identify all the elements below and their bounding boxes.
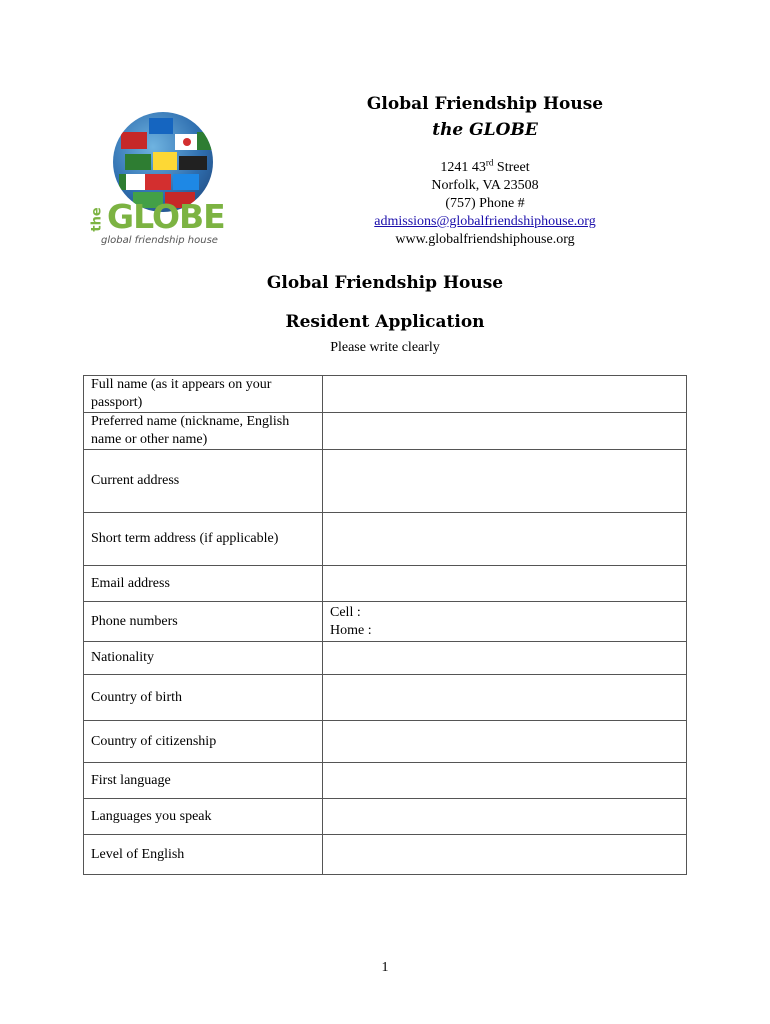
short-term-address-field[interactable] <box>323 513 687 566</box>
first-language-field[interactable] <box>323 763 687 799</box>
form-org-title: Global Friendship House <box>266 273 504 293</box>
table-row <box>84 675 687 721</box>
table-row <box>84 721 687 763</box>
field-label: Country of citizenship <box>84 721 323 763</box>
field-label: Current address <box>84 450 323 513</box>
email-link[interactable]: admissions@globalfriendshiphouse.org <box>374 214 596 229</box>
table-row <box>84 642 687 675</box>
country-of-birth-field[interactable] <box>323 675 687 721</box>
phone-line: (757) Phone # <box>445 196 525 211</box>
field-label: Full name (as it appears on your passport) <box>84 376 323 413</box>
address-block <box>300 159 670 249</box>
field-label: Preferred name (nickname, English name or other name) <box>84 413 323 450</box>
preferred-name-field[interactable] <box>323 413 687 450</box>
table-row <box>84 376 687 413</box>
table-row <box>84 450 687 513</box>
full-name-field[interactable] <box>323 376 687 413</box>
table-row <box>84 413 687 450</box>
logo-tagline: global friendship house <box>101 235 218 246</box>
org-title: Global Friendship House <box>366 94 604 114</box>
form-heading: Resident Application <box>285 312 485 332</box>
city-line: Norfolk, VA 23508 <box>431 178 539 193</box>
country-of-citizenship-field[interactable] <box>323 721 687 763</box>
application-table <box>83 375 687 875</box>
home-phone-label: Home : <box>330 622 372 638</box>
table-row <box>84 763 687 799</box>
logo-prefix: the <box>89 207 105 232</box>
email-address-field[interactable] <box>323 566 687 602</box>
table-row <box>84 602 687 642</box>
languages-spoken-field[interactable] <box>323 799 687 835</box>
field-label: Email address <box>84 566 323 602</box>
table-row <box>84 835 687 875</box>
table-row <box>84 513 687 566</box>
logo-wordmark: GLOBE <box>107 197 225 236</box>
field-label: Level of English <box>84 835 323 875</box>
field-label: First language <box>84 763 323 799</box>
field-label: Phone numbers <box>84 602 323 642</box>
english-level-field[interactable] <box>323 835 687 875</box>
field-label: Languages you speak <box>84 799 323 835</box>
cell-phone-label: Cell : <box>330 604 361 620</box>
page-number: 1 <box>381 960 389 975</box>
field-label: Country of birth <box>84 675 323 721</box>
table-row <box>84 566 687 602</box>
form-instruction: Please write clearly <box>330 340 440 355</box>
field-label: Nationality <box>84 642 323 675</box>
phone-numbers-field[interactable] <box>323 602 687 642</box>
table-row <box>84 799 687 835</box>
street-line: 1241 43rd Street <box>440 157 530 175</box>
website-text: www.globalfriendshiphouse.org <box>395 232 575 247</box>
field-label: Short term address (if applicable) <box>84 513 323 566</box>
org-subtitle: the GLOBE <box>432 120 538 140</box>
nationality-field[interactable] <box>323 642 687 675</box>
current-address-field[interactable] <box>323 450 687 513</box>
globe-logo <box>89 110 228 250</box>
